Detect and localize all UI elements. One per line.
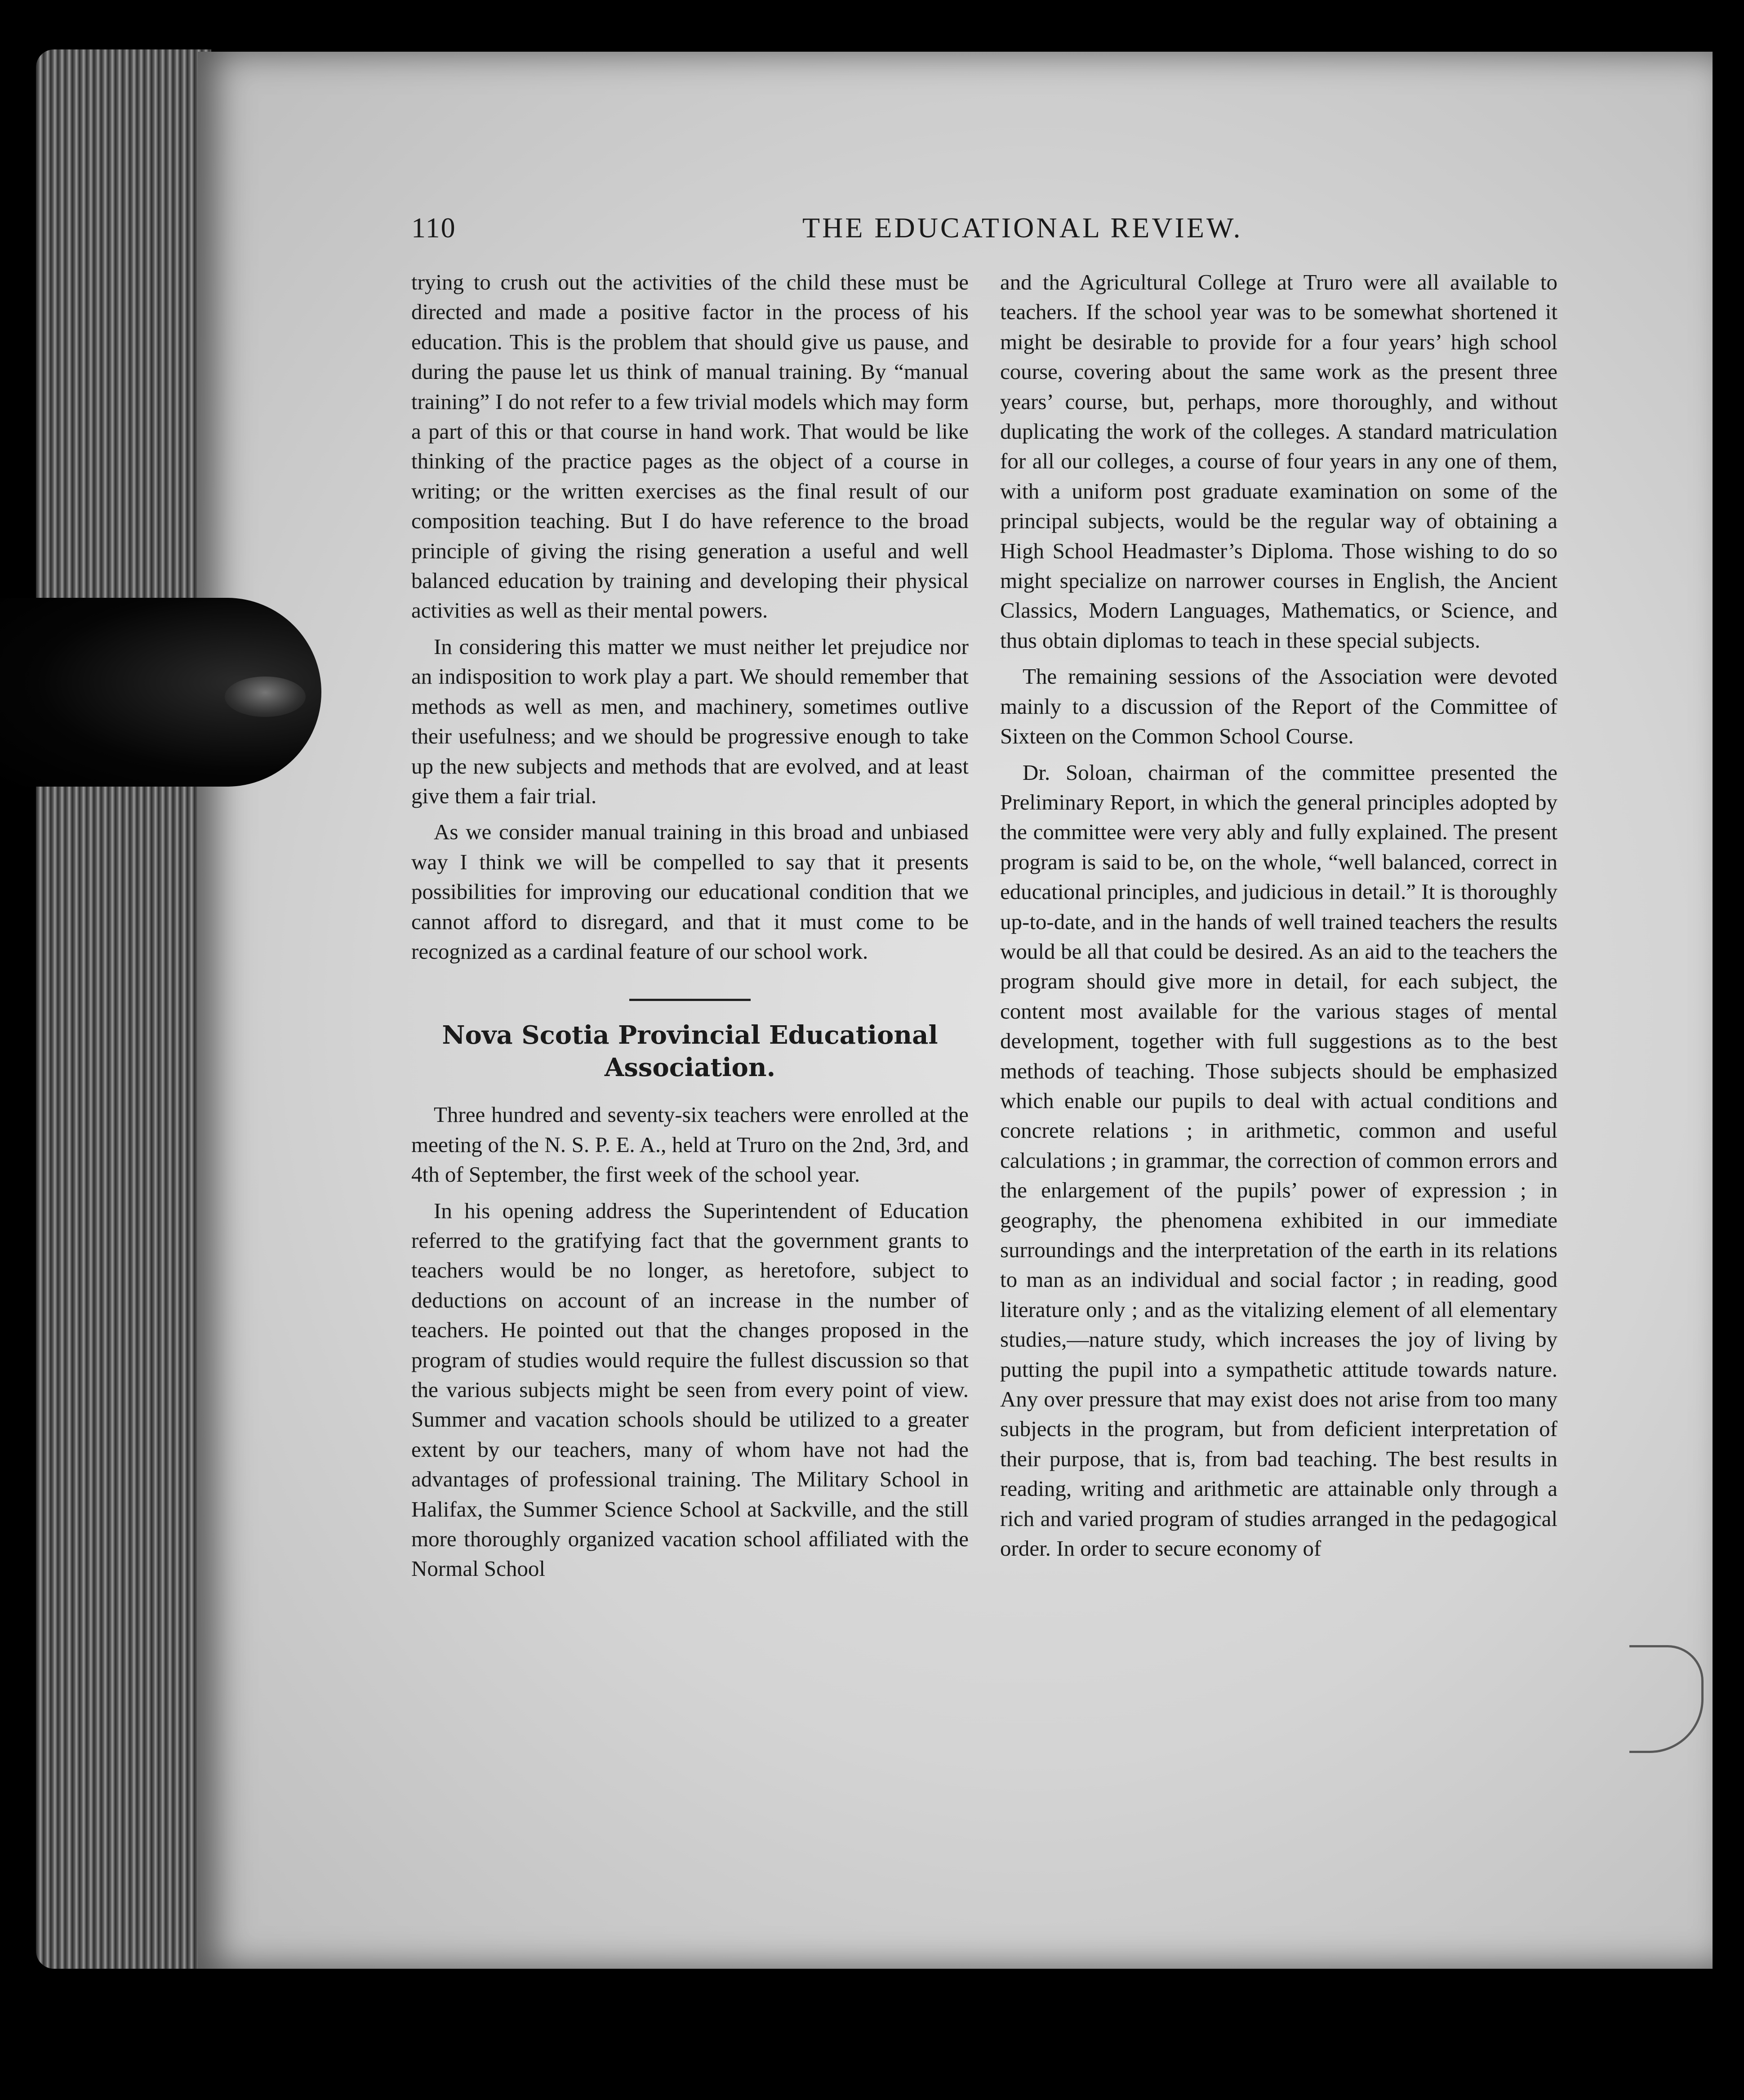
- section-heading: Nova Scotia Provincial Educational Association.: [442, 1020, 938, 1083]
- left-paragraph-3: As we consider manual training in this broad and unbiased way I think we will be compelled to say that it presents possibilities for improving our educational condition that we cannot afford to disregard, and that it must come to be recognized as a cardinal feature of our school work.: [411, 819, 969, 964]
- page-number: 110: [411, 212, 456, 244]
- right-paragraph-1: and the Agricultural College at Truro were all available to teachers. If the school year was to be somewhat shortened it might be desirable to provide for a four years’ high school course, covering about the same work as the present three years’ course, but, perhaps, more thoroughly, and without duplicating the work of the colleges. A standard matriculation for all our colleges, a course of four years in any one of them, with a uniform post graduate examination on some of the principal subjects, would be the regular way of obtaining a High School Headmaster’s Diploma. Those wishing to do so might specialize on narrower courses in English, the Ancient Classics, Modern Languages, Mathematics, or Science, and thus obtain diplomas to teach in these special subjects.: [1000, 270, 1557, 653]
- book-page-edges: [36, 49, 211, 1969]
- left-column: [411, 267, 969, 1584]
- right-paragraph-3: Dr. Soloan, chairman of the committee presented the Preliminary Report, in which the general principles adopted by the committee were very ably and fully explained. The present program is said to be, on the whole, “well balanced, correct in educational principles, and judicious in detail.” It is thoroughly up-to-date, and in the hands of well trained teachers the results would be all that could be desired. As an aid to the teachers the program should give more in detail, for each subject, the content most available for the various stages of mental development, together with full suggestions as to the best methods of teaching. Those subjects should be emphasized which enable our pupils to deal with actual conditions and concrete relations ; in arithmetic, common and useful calculations ; in grammar, the correction of common errors and the enlargement of the pupils’ power of expression ; in geography, the phenomena exhibited in our immediate surroundings and the interpretation of the earth in its relations to man as an individual and social factor ; in reading, good literature only ; and as the vitalizing element of all elementary studies,—nature study, which increases the joy of living by putting the pupil into a sympathetic attitude towards nature. Any over pressure that may exist does not arise from too many subjects in the program, but from deficient interpretation of their purpose, that is, from bad teaching. The best results in reading, writing and arithmetic are attainable only through a rich and varied program of studies arranged in the pedagogical order. In order to secure economy of: [1000, 760, 1557, 1561]
- left-paragraph-1: trying to crush out the activities of the child these must be directed and made a positive factor in the process of his education. This is the problem that should give us pause, and during the pause let us think of manual training. By “manual training” I do not refer to a few trivial models which may form a part of this or that course in hand work. That would be like thinking of the practice pages as the object of a course in writing; or the written exercises as the final result of our composition teaching. But I do have reference to the broad principle of giving the rising generation a useful and well balanced education by training and developing their physical activities as well as their mental powers.: [411, 270, 969, 623]
- page-header: [411, 211, 1557, 252]
- right-column: [1000, 267, 1557, 1563]
- right-paragraph-2: The remaining sessions of the Association were devoted mainly to a discussion of the Report of the Committee of Sixteen on the Common School Course.: [1000, 664, 1557, 749]
- journal-title: THE EDUCATIONAL REVIEW.: [802, 212, 1243, 244]
- thumbnail-highlight: [225, 676, 306, 717]
- left-paragraph-2: In considering this matter we must neither let prejudice nor an indisposition to work play a part. We should remember that methods as well as men, and machinery, sometimes outlive their usefulness; and we should be progressive enough to take up the new subjects and methods that are evolved, and at least give them a fair trial.: [411, 634, 969, 808]
- section-paragraph-1: Three hundred and seventy-six teachers were enrolled at the meeting of the N. S. P. E. A., held at Truro on the 2nd, 3rd, and 4th of September, the first week of the school year.: [411, 1102, 969, 1187]
- section-divider: [629, 999, 751, 1001]
- section-paragraph-2: In his opening address the Superintendent of Education referred to the gratifying fact that the government grants to teachers would be no longer, as heretofore, subject to deductions on account of an increase in the number of teachers. He pointed out that the changes proposed in the program of studies would require the fullest discussion so that the various subjects might be seen from every point of view. Summer and vacation schools should be utilized to a greater extent by our teachers, many of whom have not had the advantages of professional training. The Military School in Halifax, the Summer Science School at Sackville, and the still more thoroughly organized vacation school affiliated with the Normal School: [411, 1198, 969, 1581]
